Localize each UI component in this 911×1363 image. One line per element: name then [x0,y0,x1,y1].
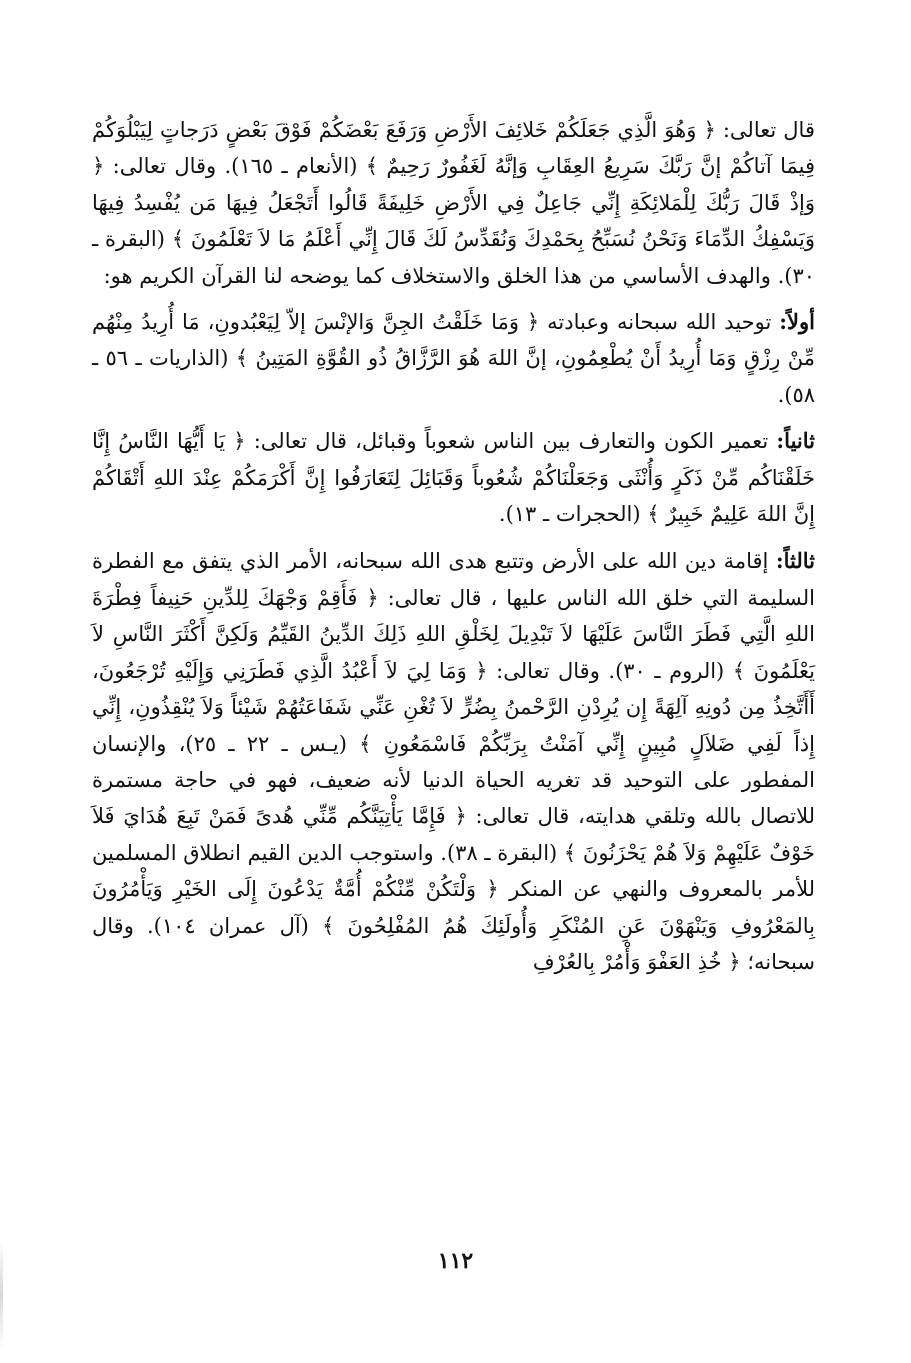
body-text [92,112,815,980]
paragraph-lead: ثانياً: [776,428,815,454]
page-number: ١١٢ [437,1248,474,1274]
paragraph-text: قال تعالى: ﴿ وَهُوَ الَّذِي جَعَلَكُمْ خَلائِفَ الأَرْضِ وَرَفَعَ بَعْضَكُمْ فَوْقَ بَعْضٍ دَرَجاتٍ لِيَبْلُوَكُمْ فِيمَا آتاكُمْ إنَّ رَبَّكَ سَرِيعُ العِقَابِ وَإنَّهُ لَغَفُورٌ رَحِيمٌ ﴾ (الأنعام ـ ١٦٥). وقال تعالى: ﴿ وَإذْ قَالَ رَبُّكَ لِلْمَلائِكَةِ إِنِّي جَاعِلٌ فِي الأَرْضِ خَلِيفَةً قَالُوا أَتَجْعَلُ فِيهَا مَن يُفْسِدُ فِيهَا وَيَسْفِكُ الدِّمَاءَ وَنَحْنُ نُسَبِّحُ بِحَمْدِكَ وَنُقَدِّسُ لَكَ قَالَ إِنِّي أَعْلَمُ مَا لاَ تَعْلَمُونَ ﴾ (البقرة ـ ٣٠). والهدف الأساسي من هذا الخلق والاستخلاف كما يوضحه لنا القرآن الكريم هو: [92,118,815,288]
paragraph-text: توحيد الله سبحانه وعبادته ﴿ وَمَا خَلَقْتُ الجِنَّ وَالإنْسَ إلاّ لِيَعْبُدونِ، مَا أُرِيدُ مِنْهُم مِّنْ رِزْقٍ وَمَا أُرِيدُ أَنْ يُطْعِمُونِ، إنَّ اللهَ هُوَ الرَّزَّاقُ ذُو القُوَّةِ المَتِينُ ﴾ (الذاريات ـ ٥٦ ـ ٥٨). [92,310,816,407]
scan-edge-shadow [0,1240,3,1350]
paragraph-intro [92,112,815,294]
paragraph-first [92,304,815,413]
paragraph-lead: ثالثاً: [775,548,815,574]
paragraph-text: تعمير الكون والتعارف بين الناس شعوباً وقبائل، قال تعالى: ﴿ يَا أَيُّهَا النَّاسُ إِنَّا خَلَقْنَاكُم مِّنْ ذَكَرٍ وَأُنْثَى وَجَعَلْنَاكُمْ شُعُوباً وَقَبَائِلَ لِتَعَارَفُوا إِنَّ أَكْرَمَكُمْ عِنْدَ اللهِ أَتْقَاكُمْ إِنَّ اللهَ عَلِيمٌ خَبِيرٌ ﴾ (الحجرات ـ ١٣). [92,429,815,527]
paragraph-third [92,543,815,980]
paragraph-second [92,423,815,532]
paragraph-lead: أولاً: [779,309,815,335]
paragraph-text: إقامة دين الله على الأرض وتتبع هدى الله سبحانه، الأمر الذي يتفق مع الفطرة السليمة التي خلق الله الناس عليها ، قال تعالى: ﴿ فَأَقِمْ وَجْهَكَ لِلدِّينِ حَنِيفاً فِطْرَةَ اللهِ الَّتِي فَطَرَ النَّاسَ عَلَيْهَا لاَ تَبْدِيلَ لِخَلْقِ اللهِ ذَلِكَ الدِّينُ القَيِّمُ وَلَكِنَّ أَكْثَرَ النَّاسِ لاَ يَعْلَمُونَ ﴾ (الروم ـ ٣٠). وقال تعالى: ﴿ وَمَا لِيَ لاَ أَعْبُدُ الَّذِي فَطَرَنِي وَإِلَيْهِ تُرْجَعُونَ، أَأَتَّخِذُ مِن دُونِهِ آلِهَةً إِن يُرِدْنِ الرَّحْمنُ بِضُرٍّ لاَ تُغْنِ عَنِّي شَفَاعَتُهُمْ شَيْئاً وَلاَ يُنْقِذُونِ، إِنِّي إِذاً لَفِي ضَلاَلٍ مُبِينٍ إِنِّي آمَنْتُ بِرَبِّكُمْ فَاسْمَعُونِ ﴾ (يـس ـ ٢٢ ـ ٢٥)، والإنسان المفطور على التوحيد قد تغريه الحياة الدنيا لأنه ضعيف، فهو في حاجة مستمرة للاتصال بالله وتلقي هدايته، قال تعالى: ﴿ فَإِمَّا يَأْتِيَنَّكُم مِّنِّي هُدىً فَمَنْ تَبِعَ هُدَايَ فَلاَ خَوْفٌ عَلَيْهِمْ وَلاَ هُمْ يَحْزَنُونَ ﴾ (البقرة ـ ٣٨). واستوجب الدين القيم انطلاق المسلمين للأمر بالمعروف والنهي عن المنكر ﴿ وَلْتَكُنْ مِّنْكُمْ أُمَّةٌ يَدْعُونَ إِلَى الخَيْرِ وَيَأْمُرُونَ بِالمَعْرُوفِ وَيَنْهَوْنَ عَنِ المُنْكَرِ وَأُولَئِكَ هُمُ المُفْلِحُونَ ﴾ (آل عمران ١٠٤). وقال سبحانه؛ ﴿ خُذِ العَفْوَ وَأْمُرْ بِالعُرْفِ [92,549,816,974]
